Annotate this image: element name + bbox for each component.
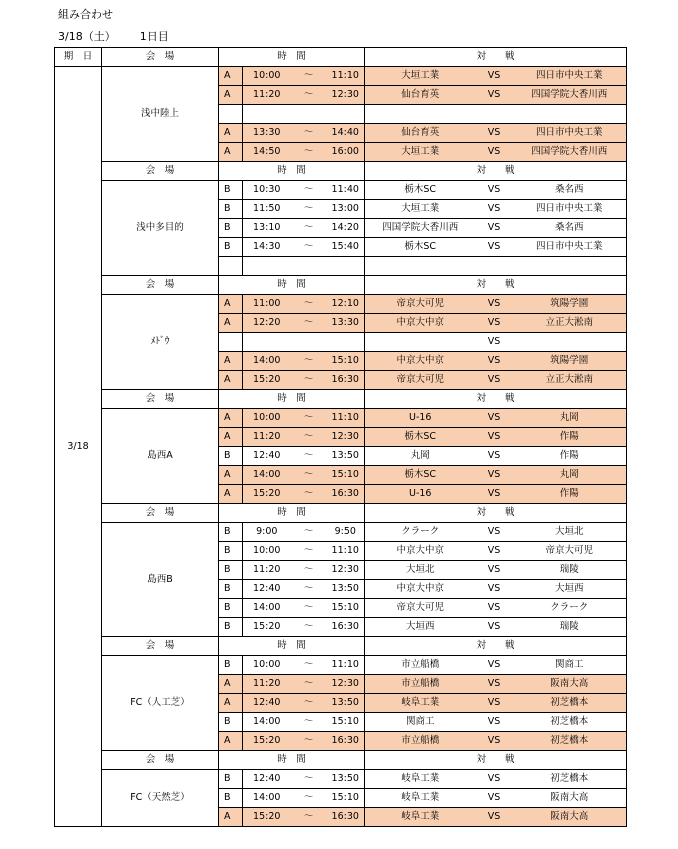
team-1: 帝京大可児 <box>365 599 476 618</box>
header-date: 期 日 <box>55 48 102 67</box>
court-label: B <box>219 523 243 542</box>
team-2: 丸岡 <box>513 466 627 485</box>
start-time: 12:40 <box>243 580 291 599</box>
team-2: 丸岡 <box>513 409 627 428</box>
team-2: 四国学院大香川西 <box>513 143 627 162</box>
court-label: A <box>219 485 243 504</box>
team-1: 丸岡 <box>365 447 476 466</box>
header-time: 時 間 <box>219 48 365 67</box>
header-row <box>55 637 627 656</box>
start-time: 9:00 <box>243 523 291 542</box>
time-tilde: ～ <box>291 352 327 371</box>
header-time: 時 間 <box>219 162 365 181</box>
team-1: 市立船橋 <box>365 675 476 694</box>
team-2: 四国学院大香川西 <box>513 86 627 105</box>
court-label: A <box>219 143 243 162</box>
time-tilde: ～ <box>291 694 327 713</box>
team-2: 作陽 <box>513 428 627 447</box>
end-time: 13:00 <box>327 200 365 219</box>
venue-name: ﾒﾄﾞｳ <box>102 295 219 390</box>
end-time: 11:10 <box>327 409 365 428</box>
team-1: 市立船橋 <box>365 732 476 751</box>
start-time: 15:20 <box>243 808 291 827</box>
start-time: 10:00 <box>243 656 291 675</box>
vs-label: VS <box>476 447 513 466</box>
start-time: 11:50 <box>243 200 291 219</box>
match-row <box>55 523 627 542</box>
team-2: 初芝橋本 <box>513 770 627 789</box>
court-label: A <box>219 808 243 827</box>
start-time: 14:30 <box>243 238 291 257</box>
team-1: 中京大中京 <box>365 542 476 561</box>
court-label: B <box>219 580 243 599</box>
venue-name: FC（天然芝） <box>102 770 219 827</box>
team-1: 仙台育英 <box>365 124 476 143</box>
time-tilde: ～ <box>291 485 327 504</box>
header-match: 対 戦 <box>365 390 627 409</box>
time-tilde: ～ <box>291 67 327 86</box>
end-time: 15:10 <box>327 599 365 618</box>
vs-label: VS <box>476 656 513 675</box>
start-time: 12:40 <box>243 694 291 713</box>
court-label: B <box>219 181 243 200</box>
court-label: A <box>219 352 243 371</box>
team-1: 大垣北 <box>365 561 476 580</box>
venue-name: 島西A <box>102 409 219 504</box>
time-tilde: ～ <box>291 675 327 694</box>
team-2: 立正大淞南 <box>513 314 627 333</box>
time-tilde: ～ <box>291 314 327 333</box>
team-2: 関商工 <box>513 656 627 675</box>
header-match: 対 戦 <box>365 751 627 770</box>
vs-label: VS <box>476 67 513 86</box>
vs-label: VS <box>476 618 513 637</box>
court-cell <box>219 257 243 276</box>
start-time: 11:20 <box>243 675 291 694</box>
team-1: 岐阜工業 <box>365 770 476 789</box>
start-time: 15:20 <box>243 732 291 751</box>
start-time: 12:40 <box>243 770 291 789</box>
subtitle-date: 3/18（土） <box>58 30 116 43</box>
team-1 <box>365 333 476 352</box>
start-time: 11:20 <box>243 86 291 105</box>
team-1: U-16 <box>365 409 476 428</box>
court-label: B <box>219 599 243 618</box>
match-row <box>55 656 627 675</box>
court-label: A <box>219 694 243 713</box>
header-row <box>55 48 627 67</box>
team-2: 阪南大高 <box>513 789 627 808</box>
venue-name: 浅中陸上 <box>102 67 219 162</box>
court-label: A <box>219 124 243 143</box>
header-row <box>55 504 627 523</box>
team-1: 栃木SC <box>365 181 476 200</box>
time-tilde: ～ <box>291 86 327 105</box>
start-time: 10:30 <box>243 181 291 200</box>
time-tilde: ～ <box>291 238 327 257</box>
header-venue: 会 場 <box>102 504 219 523</box>
start-time: 14:00 <box>243 466 291 485</box>
team-1: 中京大中京 <box>365 352 476 371</box>
team-2: 初芝橋本 <box>513 694 627 713</box>
vs-label: VS <box>476 542 513 561</box>
time-tilde: ～ <box>291 143 327 162</box>
team-1: 中京大中京 <box>365 580 476 599</box>
team-2: 四日市中央工業 <box>513 67 627 86</box>
end-time: 15:10 <box>327 352 365 371</box>
match-row <box>55 67 627 86</box>
header-venue: 会 場 <box>102 751 219 770</box>
match-cell <box>365 105 627 124</box>
team-2: 初芝橋本 <box>513 713 627 732</box>
team-2: 四日市中央工業 <box>513 200 627 219</box>
header-venue: 会 場 <box>102 276 219 295</box>
time-cell <box>243 333 365 352</box>
end-time: 15:10 <box>327 789 365 808</box>
start-time: 14:00 <box>243 352 291 371</box>
end-time: 13:50 <box>327 580 365 599</box>
vs-label: VS <box>476 333 513 352</box>
end-time: 12:10 <box>327 295 365 314</box>
vs-label: VS <box>476 580 513 599</box>
team-2: 桑名西 <box>513 219 627 238</box>
header-venue: 会 場 <box>102 390 219 409</box>
start-time: 14:00 <box>243 599 291 618</box>
end-time: 16:30 <box>327 371 365 390</box>
end-time: 13:50 <box>327 694 365 713</box>
time-tilde: ～ <box>291 713 327 732</box>
vs-label: VS <box>476 770 513 789</box>
court-label: A <box>219 67 243 86</box>
court-label: B <box>219 238 243 257</box>
header-row <box>55 390 627 409</box>
end-time: 11:10 <box>327 67 365 86</box>
time-tilde: ～ <box>291 371 327 390</box>
header-venue: 会 場 <box>102 48 219 67</box>
start-time: 11:00 <box>243 295 291 314</box>
team-2: 初芝橋本 <box>513 732 627 751</box>
end-time: 16:30 <box>327 618 365 637</box>
team-2: 筑陽学園 <box>513 352 627 371</box>
end-time: 15:10 <box>327 466 365 485</box>
time-tilde: ～ <box>291 181 327 200</box>
team-2: 筑陽学園 <box>513 295 627 314</box>
vs-label: VS <box>476 675 513 694</box>
vs-label: VS <box>476 466 513 485</box>
time-tilde: ～ <box>291 409 327 428</box>
header-venue: 会 場 <box>102 637 219 656</box>
time-tilde: ～ <box>291 200 327 219</box>
time-tilde: ～ <box>291 789 327 808</box>
header-time: 時 間 <box>219 751 365 770</box>
subtitle-day: 1日目 <box>139 30 169 43</box>
time-tilde: ～ <box>291 599 327 618</box>
court-label: A <box>219 314 243 333</box>
court-label: B <box>219 561 243 580</box>
time-tilde: ～ <box>291 656 327 675</box>
vs-label: VS <box>476 371 513 390</box>
team-2: 桑名西 <box>513 181 627 200</box>
court-cell <box>219 105 243 124</box>
team-1: U-16 <box>365 485 476 504</box>
start-time: 15:20 <box>243 371 291 390</box>
team-1: 栃木SC <box>365 466 476 485</box>
schedule-table <box>54 47 627 827</box>
start-time: 13:30 <box>243 124 291 143</box>
match-row <box>55 770 627 789</box>
header-row <box>55 162 627 181</box>
start-time: 15:20 <box>243 618 291 637</box>
court-label: A <box>219 371 243 390</box>
header-time: 時 間 <box>219 276 365 295</box>
time-cell <box>243 257 365 276</box>
header-venue: 会 場 <box>102 162 219 181</box>
end-time: 13:50 <box>327 770 365 789</box>
time-tilde: ～ <box>291 447 327 466</box>
team-1: 岐阜工業 <box>365 808 476 827</box>
time-tilde: ～ <box>291 770 327 789</box>
time-tilde: ～ <box>291 523 327 542</box>
start-time: 15:20 <box>243 485 291 504</box>
time-tilde: ～ <box>291 124 327 143</box>
venue-name: 浅中多目的 <box>102 181 219 276</box>
match-row <box>55 295 627 314</box>
vs-label: VS <box>476 238 513 257</box>
team-2: 大垣西 <box>513 580 627 599</box>
court-label: A <box>219 295 243 314</box>
vs-label: VS <box>476 523 513 542</box>
time-tilde: ～ <box>291 732 327 751</box>
vs-label: VS <box>476 200 513 219</box>
team-1: 大垣西 <box>365 618 476 637</box>
team-1: 岐阜工業 <box>365 694 476 713</box>
team-1: 大垣工業 <box>365 67 476 86</box>
start-time: 14:50 <box>243 143 291 162</box>
time-tilde: ～ <box>291 808 327 827</box>
court-label: A <box>219 86 243 105</box>
court-label: A <box>219 675 243 694</box>
end-time: 12:30 <box>327 675 365 694</box>
header-match: 対 戦 <box>365 48 627 67</box>
page-title: 組み合わせ <box>58 8 113 21</box>
team-1: 大垣工業 <box>365 143 476 162</box>
start-time: 10:00 <box>243 409 291 428</box>
start-time: 13:10 <box>243 219 291 238</box>
court-label: B <box>219 618 243 637</box>
team-2: 阪南大高 <box>513 808 627 827</box>
end-time: 9:50 <box>327 523 365 542</box>
court-label: B <box>219 789 243 808</box>
match-row <box>55 409 627 428</box>
vs-label: VS <box>476 86 513 105</box>
start-time: 10:00 <box>243 542 291 561</box>
court-label: A <box>219 466 243 485</box>
team-2: 立正大淞南 <box>513 371 627 390</box>
vs-label: VS <box>476 732 513 751</box>
vs-label: VS <box>476 789 513 808</box>
vs-label: VS <box>476 428 513 447</box>
team-2: 瑞陵 <box>513 618 627 637</box>
team-1: 大垣工業 <box>365 200 476 219</box>
court-label: B <box>219 770 243 789</box>
end-time: 16:30 <box>327 485 365 504</box>
team-1: 市立船橋 <box>365 656 476 675</box>
team-2: 瑞陵 <box>513 561 627 580</box>
team-1: 関商工 <box>365 713 476 732</box>
team-1: 栃木SC <box>365 428 476 447</box>
header-match: 対 戦 <box>365 504 627 523</box>
end-time: 11:40 <box>327 181 365 200</box>
time-tilde: ～ <box>291 561 327 580</box>
header-row <box>55 751 627 770</box>
header-match: 対 戦 <box>365 162 627 181</box>
vs-label: VS <box>476 409 513 428</box>
start-time: 10:00 <box>243 67 291 86</box>
time-tilde: ～ <box>291 580 327 599</box>
vs-label: VS <box>476 713 513 732</box>
end-time: 13:50 <box>327 447 365 466</box>
end-time: 14:40 <box>327 124 365 143</box>
vs-label: VS <box>476 485 513 504</box>
court-label: B <box>219 447 243 466</box>
vs-label: VS <box>476 694 513 713</box>
header-time: 時 間 <box>219 637 365 656</box>
header-match: 対 戦 <box>365 637 627 656</box>
court-label: B <box>219 219 243 238</box>
venue-name: 島西B <box>102 523 219 637</box>
match-cell <box>365 257 627 276</box>
vs-label: VS <box>476 295 513 314</box>
vs-label: VS <box>476 808 513 827</box>
end-time: 12:30 <box>327 428 365 447</box>
time-tilde: ～ <box>291 428 327 447</box>
end-time: 16:00 <box>327 143 365 162</box>
team-2: 帝京大可児 <box>513 542 627 561</box>
end-time: 14:20 <box>327 219 365 238</box>
start-time: 12:40 <box>243 447 291 466</box>
court-label: B <box>219 200 243 219</box>
team-1: 中京大中京 <box>365 314 476 333</box>
vs-label: VS <box>476 181 513 200</box>
page-subtitle <box>58 28 169 44</box>
start-time: 12:20 <box>243 314 291 333</box>
vs-label: VS <box>476 314 513 333</box>
start-time: 14:00 <box>243 789 291 808</box>
time-tilde: ～ <box>291 542 327 561</box>
start-time: 14:00 <box>243 713 291 732</box>
end-time: 15:40 <box>327 238 365 257</box>
vs-label: VS <box>476 143 513 162</box>
team-1: 岐阜工業 <box>365 789 476 808</box>
header-match: 対 戦 <box>365 276 627 295</box>
time-cell <box>243 105 365 124</box>
team-1: 四国学院大香川西 <box>365 219 476 238</box>
venue-name: FC（人工芝） <box>102 656 219 751</box>
vs-label: VS <box>476 561 513 580</box>
team-1: 帝京大可児 <box>365 371 476 390</box>
end-time: 12:30 <box>327 86 365 105</box>
court-cell <box>219 333 243 352</box>
end-time: 12:30 <box>327 561 365 580</box>
date-cell: 3/18 <box>55 67 102 827</box>
start-time: 11:20 <box>243 428 291 447</box>
end-time: 16:30 <box>327 732 365 751</box>
end-time: 15:10 <box>327 713 365 732</box>
court-label: A <box>219 409 243 428</box>
time-tilde: ～ <box>291 466 327 485</box>
court-label: B <box>219 713 243 732</box>
team-2 <box>513 333 627 352</box>
vs-label: VS <box>476 219 513 238</box>
vs-label: VS <box>476 352 513 371</box>
team-1: クラーク <box>365 523 476 542</box>
end-time: 11:10 <box>327 656 365 675</box>
court-label: B <box>219 542 243 561</box>
team-2: 作陽 <box>513 485 627 504</box>
team-2: 阪南大高 <box>513 675 627 694</box>
header-time: 時 間 <box>219 504 365 523</box>
end-time: 16:30 <box>327 808 365 827</box>
time-tilde: ～ <box>291 618 327 637</box>
team-2: 作陽 <box>513 447 627 466</box>
time-tilde: ～ <box>291 219 327 238</box>
team-1: 仙台育英 <box>365 86 476 105</box>
team-2: 大垣北 <box>513 523 627 542</box>
court-label: A <box>219 428 243 447</box>
team-2: クラーク <box>513 599 627 618</box>
team-1: 栃木SC <box>365 238 476 257</box>
team-2: 四日市中央工業 <box>513 238 627 257</box>
end-time: 13:30 <box>327 314 365 333</box>
time-tilde: ～ <box>291 295 327 314</box>
header-row <box>55 276 627 295</box>
match-row <box>55 181 627 200</box>
team-1: 帝京大可児 <box>365 295 476 314</box>
vs-label: VS <box>476 124 513 143</box>
header-time: 時 間 <box>219 390 365 409</box>
vs-label: VS <box>476 599 513 618</box>
court-label: B <box>219 656 243 675</box>
team-2: 四日市中央工業 <box>513 124 627 143</box>
court-label: A <box>219 732 243 751</box>
end-time: 11:10 <box>327 542 365 561</box>
start-time: 11:20 <box>243 561 291 580</box>
